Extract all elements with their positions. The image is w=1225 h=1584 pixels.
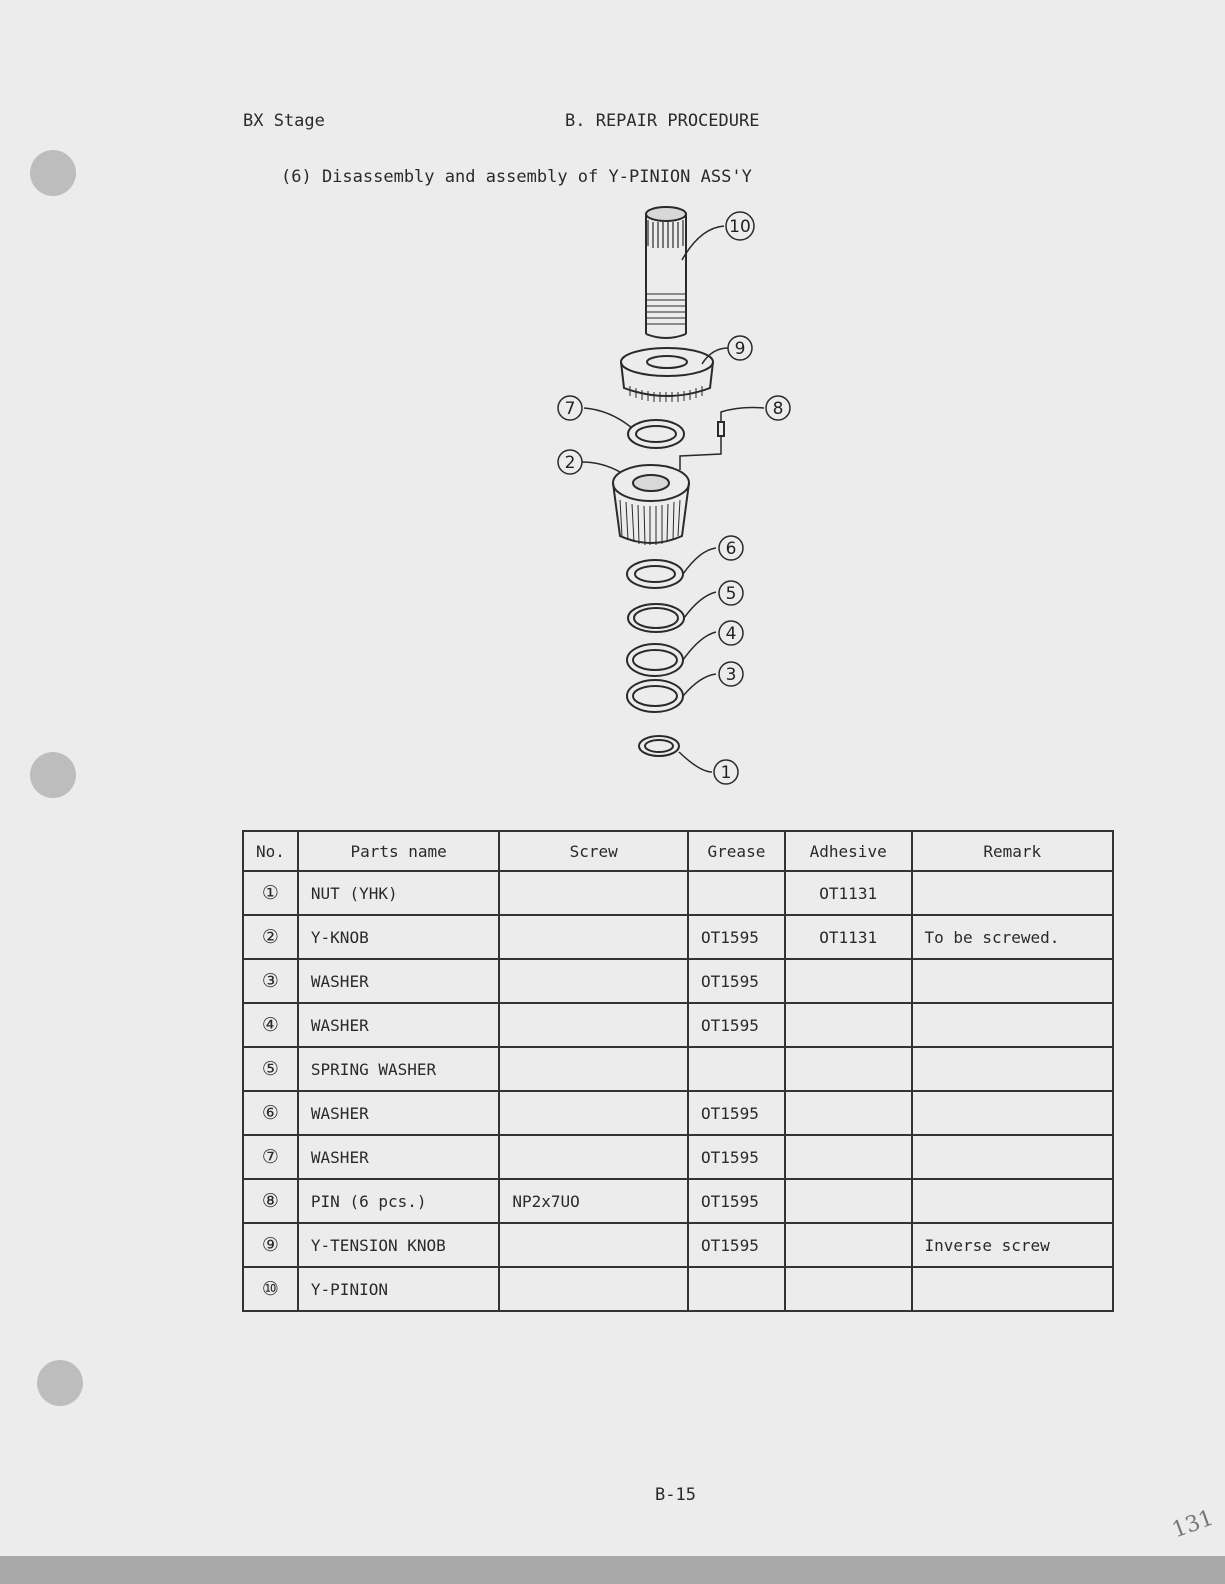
part-number: ⑦ [243,1135,298,1179]
part-pin [718,422,724,436]
part-grease: OT1595 [688,915,785,959]
header-remark: Remark [912,831,1113,871]
part-name: SPRING WASHER [298,1047,499,1091]
part-screw [499,871,688,915]
part-grease: OT1595 [688,1091,785,1135]
part-number: ⑧ [243,1179,298,1223]
callout-label-3: 3 [725,665,737,685]
part-screw [499,915,688,959]
header-no: No. [243,831,298,871]
table-row [243,1267,1113,1311]
part-spring-washer [628,604,684,632]
part-screw [499,1223,688,1267]
part-name: Y-KNOB [298,915,499,959]
part-adhesive [785,1267,912,1311]
part-grease: OT1595 [688,1223,785,1267]
callout-label-5: 5 [725,584,737,604]
part-remark [912,1003,1113,1047]
part-remark [912,1179,1113,1223]
punch-hole-middle [30,752,76,798]
parts-table [242,830,1114,1312]
part-grease [688,1047,785,1091]
part-name: PIN (6 pcs.) [298,1179,499,1223]
part-adhesive [785,1179,912,1223]
callout-label-2: 2 [564,453,576,473]
part-adhesive [785,1047,912,1091]
callout-label-8: 8 [772,399,784,419]
part-name: Y-TENSION KNOB [298,1223,499,1267]
part-number: ⑥ [243,1091,298,1135]
part-grease: OT1595 [688,959,785,1003]
part-screw [499,1003,688,1047]
table-row [243,915,1113,959]
part-washer-3 [627,680,683,712]
part-adhesive [785,1003,912,1047]
page-number: B-15 [655,1485,696,1505]
table-row [243,1091,1113,1135]
header-adhesive: Adhesive [785,831,912,871]
part-remark: Inverse screw [912,1223,1113,1267]
part-grease: OT1595 [688,1003,785,1047]
part-name: Y-PINION [298,1267,499,1311]
callout-label-6: 6 [725,539,737,559]
part-screw [499,959,688,1003]
part-adhesive [785,1091,912,1135]
punch-hole-bottom [37,1360,83,1406]
part-y-knob [613,465,689,545]
part-remark [912,1091,1113,1135]
scan-bottom-edge [0,1556,1225,1584]
callout-label-1: 1 [720,763,732,783]
part-number: ③ [243,959,298,1003]
part-name: WASHER [298,959,499,1003]
part-name: WASHER [298,1135,499,1179]
header-chapter: B. REPAIR PROCEDURE [565,111,760,131]
part-remark: To be screwed. [912,915,1113,959]
part-grease: OT1595 [688,1179,785,1223]
part-adhesive [785,959,912,1003]
section-title: (6) Disassembly and assembly of Y-PINION ASS'Y [281,167,752,187]
part-number: ⑤ [243,1047,298,1091]
part-screw: NP2x7UO [499,1179,688,1223]
table-header-row [243,831,1113,871]
part-washer-6 [627,560,683,588]
part-adhesive [785,1223,912,1267]
table-row [243,959,1113,1003]
header-grease: Grease [688,831,785,871]
part-washer-4 [627,644,683,676]
part-number: ⑩ [243,1267,298,1311]
part-grease [688,871,785,915]
part-number: ① [243,871,298,915]
table-row [243,1003,1113,1047]
part-remark [912,1267,1113,1311]
part-grease [688,1267,785,1311]
part-remark [912,1135,1113,1179]
header-screw: Screw [499,831,688,871]
part-grease: OT1595 [688,1135,785,1179]
header-parts-name: Parts name [298,831,499,871]
part-nut [639,736,679,756]
handwritten-page-mark: 131 [1168,1505,1218,1544]
exploded-parts-diagram [540,200,820,800]
callout-label-10: 10 [729,217,751,237]
table-row [243,1223,1113,1267]
header-product: BX Stage [243,111,325,131]
part-screw [499,1267,688,1311]
part-number: ④ [243,1003,298,1047]
part-y-pinion [646,207,686,338]
part-name: NUT (YHK) [298,871,499,915]
table-row [243,1047,1113,1091]
part-number: ② [243,915,298,959]
table-row [243,871,1113,915]
callout-label-4: 4 [725,624,737,644]
callout-label-7: 7 [564,399,576,419]
table-row [243,1179,1113,1223]
part-adhesive: OT1131 [785,871,912,915]
part-screw [499,1091,688,1135]
part-washer-7 [628,420,684,448]
part-number: ⑨ [243,1223,298,1267]
table-row [243,1135,1113,1179]
callout-label-9: 9 [734,339,746,359]
part-adhesive [785,1135,912,1179]
part-screw [499,1047,688,1091]
part-y-tension-knob [621,348,713,402]
part-screw [499,1135,688,1179]
part-remark [912,1047,1113,1091]
part-adhesive: OT1131 [785,915,912,959]
punch-hole-top [30,150,76,196]
part-name: WASHER [298,1003,499,1047]
part-remark [912,871,1113,915]
part-name: WASHER [298,1091,499,1135]
part-remark [912,959,1113,1003]
